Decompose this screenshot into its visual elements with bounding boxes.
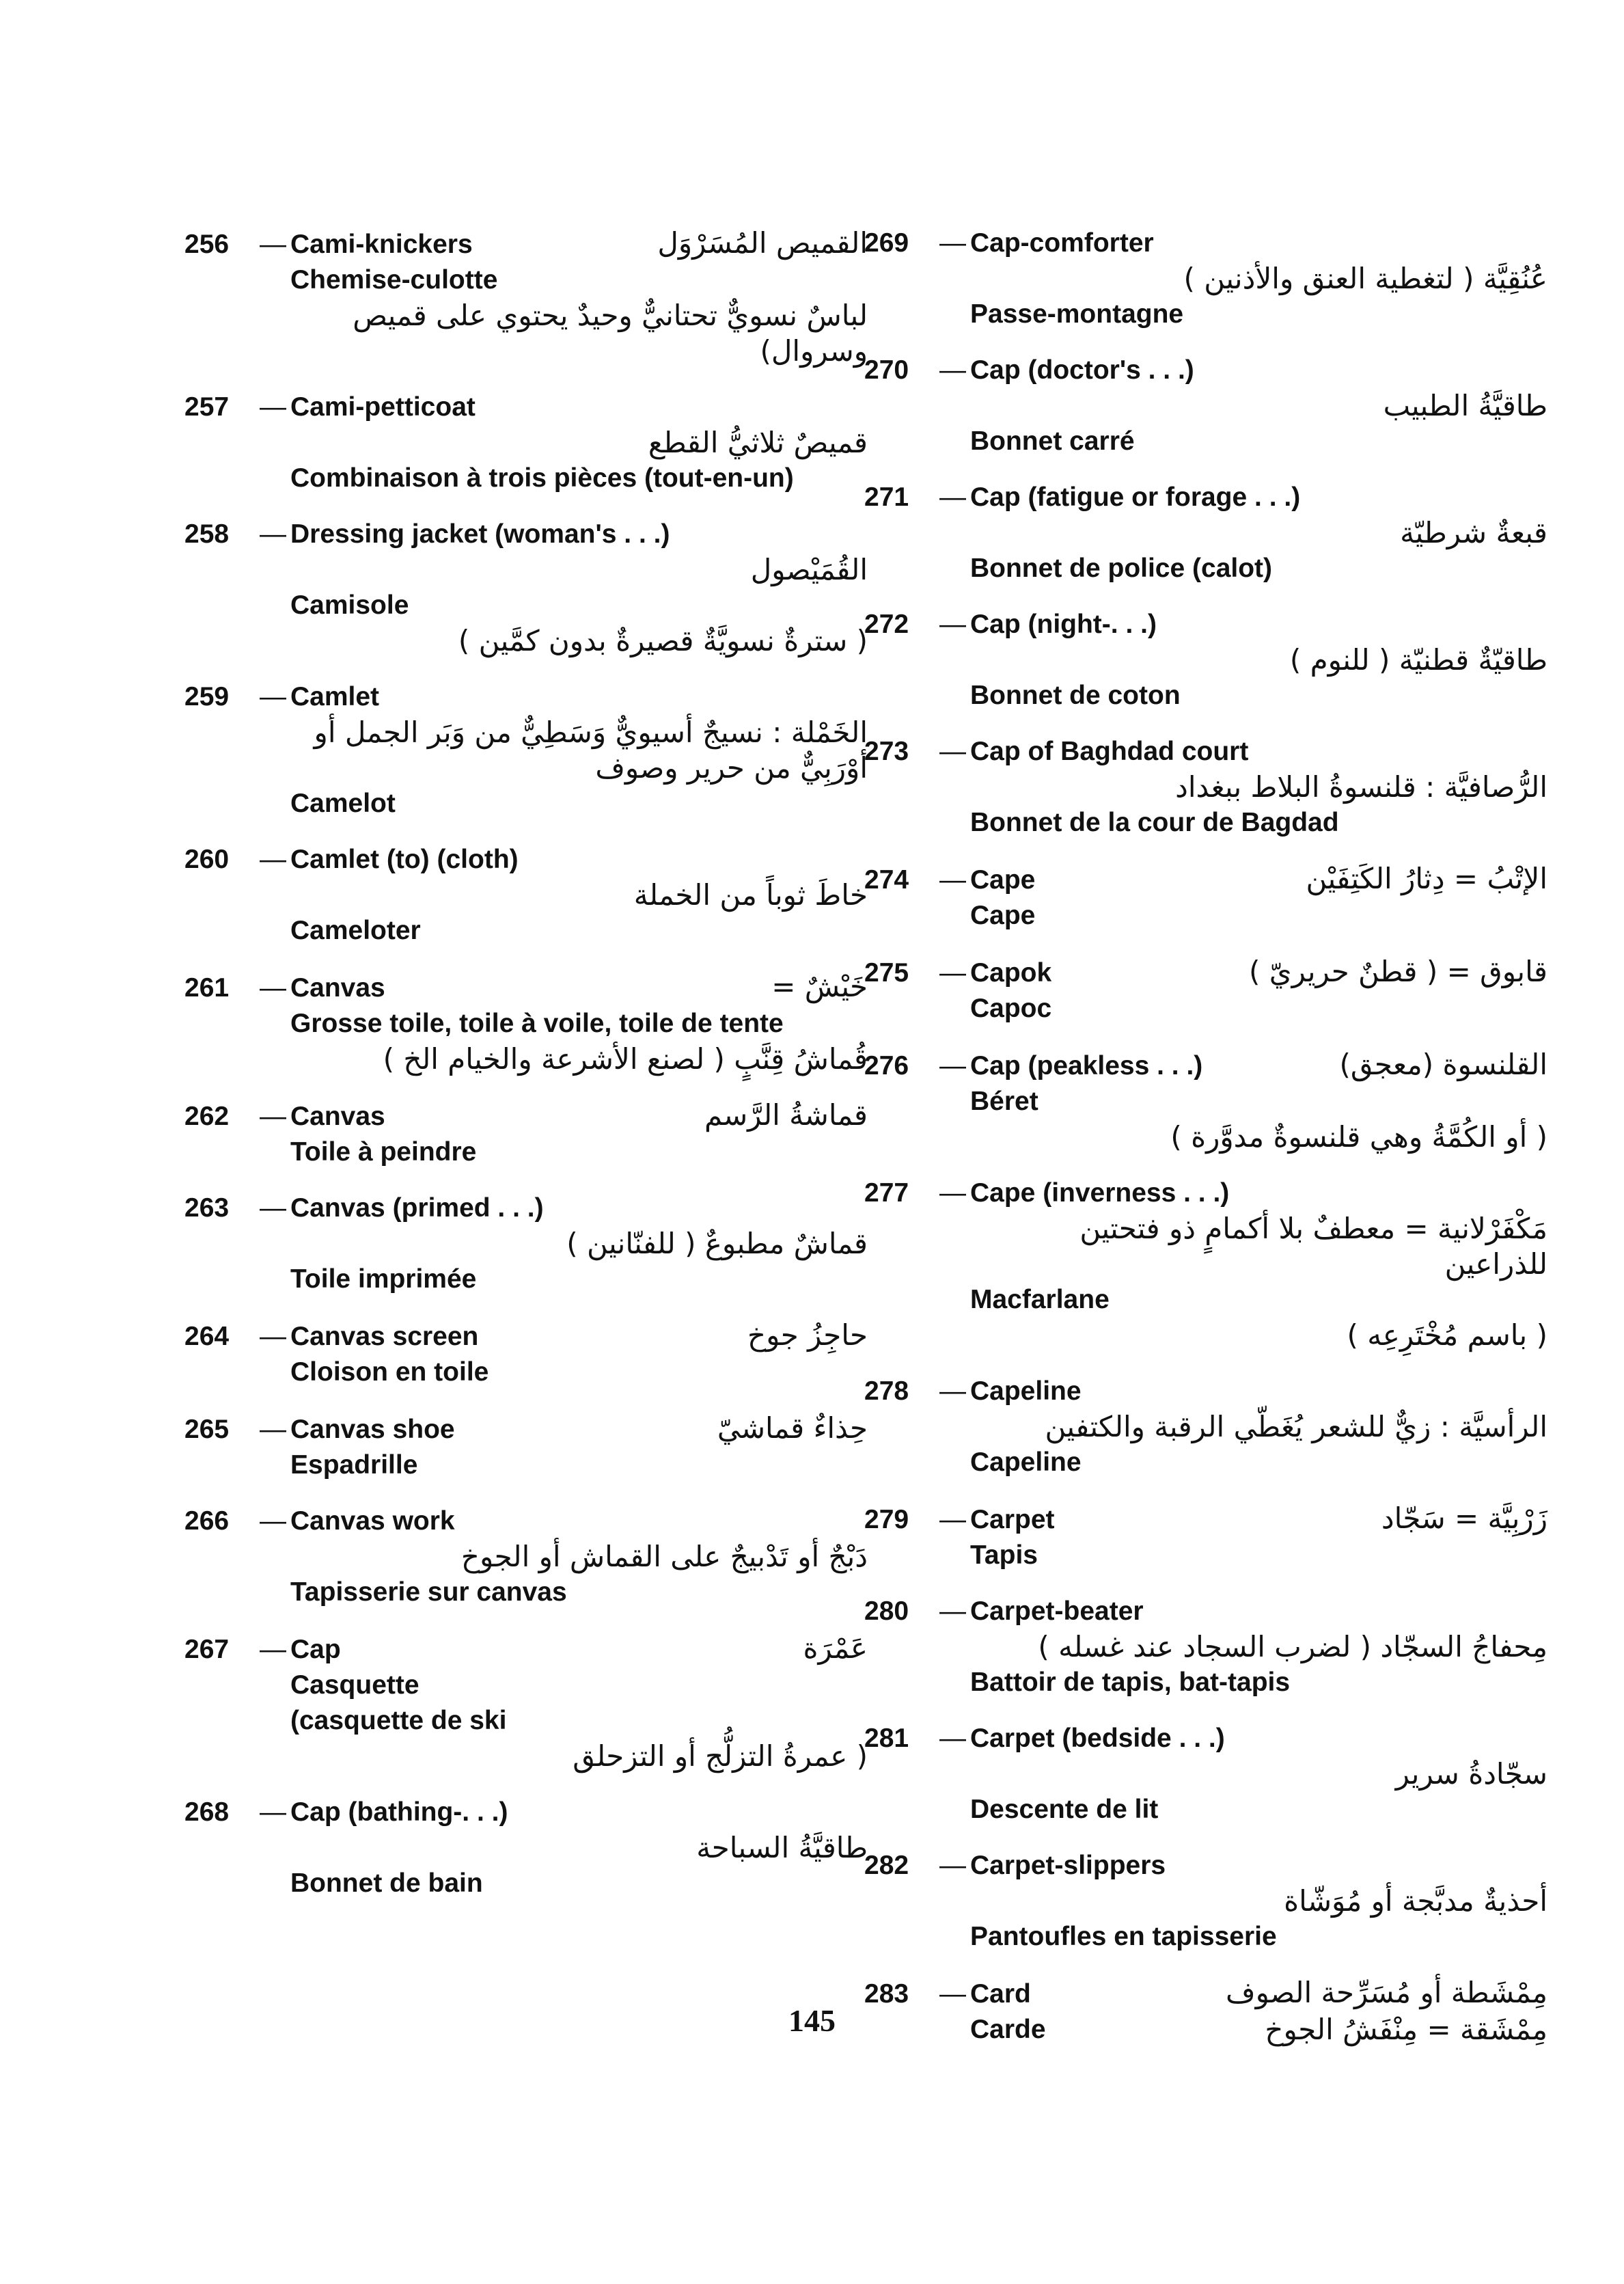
french-translation: Battoir de tapis, bat-tapis (970, 1668, 1291, 1697)
dictionary-entry (864, 1047, 1547, 1155)
english-term: Carpet-slippers (970, 1851, 1166, 1880)
arabic-definition: أوْرَبِيٌّ من حرير وصوف (595, 751, 868, 785)
entry-number: 262 (184, 1102, 230, 1131)
entry-number: 273 (864, 737, 909, 766)
entry-head (864, 954, 1547, 991)
english-term: Capeline (970, 1376, 1082, 1406)
french-translation: Bonnet carré (970, 426, 1135, 456)
french-translation: Camisole (290, 590, 409, 620)
arabic-definition: دَبْجٌ أو تَدْبيجٌ على القماش أو الجوخ (460, 1540, 868, 1573)
entry-number: 270 (864, 355, 909, 385)
dictionary-entry (864, 954, 1547, 1027)
entry-head (864, 1848, 1547, 1884)
entry-head (184, 226, 868, 262)
arabic-definition: مِحفاجُ السجّاد ( لضرب السجاد عند غسله ) (1038, 1630, 1547, 1663)
entry-head (184, 679, 868, 715)
entry-number: 258 (184, 519, 230, 549)
entry-head (184, 1411, 868, 1447)
entry-head (864, 1175, 1547, 1211)
dictionary-entry (864, 1374, 1547, 1480)
french-translation: Toile à peindre (290, 1137, 477, 1167)
entry-dash: — (939, 958, 966, 988)
entry-number: 261 (184, 973, 230, 1003)
french-translation: Casquette (290, 1670, 419, 1700)
entry-dash: — (260, 1193, 286, 1223)
english-term: Cape (inverness . . .) (970, 1178, 1230, 1208)
entry-body (184, 1226, 868, 1297)
dictionary-entry (184, 226, 868, 369)
english-term: Cap (peakless . . .) (970, 1051, 1203, 1080)
entry-body (864, 991, 1547, 1027)
arabic-term: زَرْبِيَّة = سَجّاد (1381, 1501, 1547, 1535)
french-translation: Cape (970, 901, 1036, 930)
entry-head (184, 1318, 868, 1355)
french-translation: Toile imprimée (290, 1264, 477, 1294)
entry-dash: — (260, 230, 286, 259)
entry-number: 259 (184, 682, 230, 711)
right-column (864, 226, 1547, 2068)
entry-dash: — (939, 1178, 966, 1208)
english-term: Cap (bathing-. . .) (290, 1797, 508, 1827)
entry-dash: — (939, 1051, 966, 1080)
entry-body (184, 878, 868, 949)
entry-number: 282 (864, 1851, 909, 1880)
french-translation: Tapis (970, 1540, 1038, 1570)
french-translation: Cloison en toile (290, 1357, 489, 1387)
arabic-term: خَيْشٌ = (771, 970, 868, 1003)
entry-body (184, 425, 868, 496)
french-translation: Camelot (290, 789, 396, 818)
dictionary-entry (184, 842, 868, 949)
arabic-definition: ( باسم مُخْتَرِعِه ) (1347, 1318, 1547, 1352)
arabic-definition: ( أو الكُمَّةُ وهي قلنسوةٌ مدوَّرة ) (1170, 1120, 1547, 1154)
arabic-definition: طاقيَّةُ الطبيب (1383, 389, 1547, 422)
entry-head (864, 480, 1547, 515)
dictionary-entry (864, 1501, 1547, 1573)
english-term: Carpet (970, 1505, 1055, 1534)
entry-head (864, 226, 1547, 261)
entry-number: 269 (864, 228, 909, 258)
entry-number: 266 (184, 1506, 230, 1536)
arabic-definition: قُماشُ قِنَّبٍ ( لصنع الأشرعة والخيام الخ ) (383, 1042, 868, 1076)
entry-number: 277 (864, 1178, 909, 1208)
entry-head (184, 390, 868, 425)
arabic-term: قابوق = ( قطنٌ حريريّ ) (1249, 955, 1547, 988)
arabic-definition: ( عمرةُ التزلُّج أو التزحلق (573, 1739, 868, 1773)
entry-head (864, 734, 1547, 770)
entry-body (864, 770, 1547, 841)
french-translation: Tapisserie sur canvas (290, 1577, 567, 1607)
english-term: Camlet (to) (cloth) (290, 845, 519, 874)
entry-body (184, 1539, 868, 1610)
english-term: Cap (night-. . .) (970, 610, 1157, 639)
entry-head (184, 1191, 868, 1226)
entry-dash: — (939, 865, 966, 895)
entry-body (184, 262, 868, 369)
entry-body (864, 1211, 1547, 1353)
french-translation: Carde (970, 2015, 1046, 2044)
arabic-definition: أحذيةٌ مدبَّجة أو مُوَشّاة (1284, 1884, 1547, 1918)
entry-number: 264 (184, 1322, 230, 1351)
entry-dash: — (260, 1635, 286, 1664)
entry-number: 283 (864, 1979, 909, 2009)
entry-dash: — (260, 973, 286, 1003)
dictionary-entry (864, 1594, 1547, 1700)
entry-dash: — (939, 1505, 966, 1534)
english-term: Dressing jacket (woman's . . .) (290, 519, 670, 549)
english-term: Canvas shoe (290, 1415, 455, 1444)
entry-head (184, 842, 868, 878)
french-translation: Bonnet de bain (290, 1868, 483, 1898)
entry-dash: — (260, 1415, 286, 1444)
entry-number: 256 (184, 230, 230, 259)
entry-number: 271 (864, 482, 909, 512)
entry-head (864, 1374, 1547, 1409)
entry-head (864, 1721, 1547, 1756)
french-translation: Capeline (970, 1447, 1082, 1477)
entry-number: 276 (864, 1051, 909, 1080)
arabic-definition: الخَمْلة : نسيجٌ أسيويٌّ وَسَطِيٌّ من وَبَر الجمل أو (314, 716, 868, 749)
english-term: Canvas work (290, 1506, 455, 1536)
english-term: Cap-comforter (970, 228, 1154, 258)
entry-head (864, 1594, 1547, 1629)
entry-number: 263 (184, 1193, 230, 1223)
entry-body (184, 1447, 868, 1483)
entry-number: 260 (184, 845, 230, 874)
entry-body (864, 261, 1547, 332)
left-column (184, 226, 868, 1922)
english-term: Cape (970, 865, 1036, 895)
arabic-definition: قبعةٌ شرطيّة (1400, 516, 1547, 549)
entry-dash: — (260, 682, 286, 711)
entry-dash: — (939, 1979, 966, 2009)
dictionary-entry (184, 1504, 868, 1610)
french-translation: Chemise-culotte (290, 265, 498, 295)
entry-head (864, 607, 1547, 642)
entry-body (864, 1084, 1547, 1155)
french-translation: Descente de lit (970, 1795, 1159, 1824)
dictionary-entry (864, 1721, 1547, 1827)
arabic-definition: طاقيَّةُ السباحة (696, 1831, 868, 1864)
arabic-definition: سجّادةُ سرير (1395, 1757, 1547, 1791)
english-term: Cap (fatigue or forage . . .) (970, 482, 1301, 512)
entry-dash: — (260, 1102, 286, 1131)
french-translation: Bonnet de coton (970, 681, 1181, 710)
arabic-term: الإتْبُ = دِثارُ الكَتِفَيْن (1306, 862, 1547, 895)
dictionary-entry (184, 390, 868, 496)
french-translation: Capoc (970, 994, 1052, 1023)
entry-head (184, 1504, 868, 1539)
arabic-term: حِذاءٌ قماشيّ (717, 1411, 868, 1445)
arabic-term: مِمْشَطة أو مُسَرِّحة الصوف (1226, 1976, 1547, 2009)
arabic-definition: طاقيّةٌ قطنيّة ( للنوم ) (1289, 643, 1547, 677)
english-term: Carpet-beater (970, 1596, 1144, 1626)
entry-head (184, 1795, 868, 1830)
english-term: Cami-petticoat (290, 392, 476, 422)
entry-dash: — (939, 228, 966, 258)
arabic-definition: قميصٌ ثلاثيُّ القطع (648, 426, 868, 459)
french-translation: Bonnet de la cour de Bagdad (970, 808, 1339, 837)
dictionary-entry (864, 734, 1547, 841)
dictionary-entry (864, 480, 1547, 586)
dictionary-entry (184, 1191, 868, 1297)
english-term: Cami-knickers (290, 230, 473, 259)
dictionary-entry (184, 517, 868, 659)
dictionary-entry (184, 1098, 868, 1170)
entry-dash: — (260, 1322, 286, 1351)
entry-number: 265 (184, 1415, 230, 1444)
dictionary-entry (864, 607, 1547, 713)
dictionary-entry (864, 861, 1547, 934)
french-translation: Cameloter (290, 916, 421, 945)
entry-number: 267 (184, 1635, 230, 1664)
entry-number: 281 (864, 1724, 909, 1753)
entry-number: 272 (864, 610, 909, 639)
dictionary-entry (184, 1318, 868, 1390)
french-translation: (casquette de ski (290, 1706, 507, 1735)
arabic-definition: خاطَ ثوباً من الخملة (633, 878, 868, 912)
entry-number: 280 (864, 1596, 909, 1626)
entry-dash: — (939, 482, 966, 512)
dictionary-entry (864, 1848, 1547, 1955)
dictionary-entry (864, 226, 1547, 332)
french-translation: Grosse toile, toile à voile, toile de tente (290, 1009, 784, 1038)
entry-head (184, 1631, 868, 1668)
english-term: Carpet (bedside . . .) (970, 1724, 1225, 1753)
entry-body (184, 1668, 868, 1774)
entry-body (864, 1629, 1547, 1700)
arabic-definition: الرُّصافيَّة : قلنسوةُ البلاط ببغداد (1175, 770, 1547, 804)
entry-dash: — (939, 737, 966, 766)
entry-body (864, 1538, 1547, 1573)
arabic-term: قماشةُ الرَّسم (704, 1098, 868, 1132)
entry-head (864, 353, 1547, 388)
entry-body (184, 1830, 868, 1901)
entry-head (864, 1047, 1547, 1084)
english-term: Card (970, 1979, 1031, 2009)
entry-dash: — (260, 519, 286, 549)
entry-body (184, 1355, 868, 1390)
entry-body (184, 552, 868, 659)
entry-head (184, 969, 868, 1006)
french-translation: Passe-montagne (970, 299, 1184, 329)
entry-head (184, 517, 868, 552)
english-term: Canvas (primed . . .) (290, 1193, 544, 1223)
entry-number: 274 (864, 865, 909, 895)
entry-dash: — (939, 1596, 966, 1626)
entry-dash: — (939, 1724, 966, 1753)
dictionary-entry (864, 353, 1547, 459)
english-term: Capok (970, 958, 1052, 988)
entry-dash: — (260, 1797, 286, 1827)
entry-dash: — (939, 610, 966, 639)
entry-head (864, 861, 1547, 898)
entry-number: 278 (864, 1376, 909, 1406)
entry-number: 275 (864, 958, 909, 988)
entry-body (864, 642, 1547, 713)
entry-dash: — (260, 1506, 286, 1536)
french-translation: Bonnet de police (calot) (970, 554, 1273, 583)
arabic-term: حاجِزُ جوخ (747, 1318, 868, 1352)
french-translation: Macfarlane (970, 1285, 1110, 1314)
arabic-term: القميص المُسَرْوَل (657, 226, 868, 260)
english-term: Canvas (290, 1102, 385, 1131)
entry-number: 268 (184, 1797, 230, 1827)
arabic-definition: ( سترةٌ نسويَّةٌ قصيرةٌ بدون كمَّين ) (458, 624, 868, 657)
english-term: Canvas screen (290, 1322, 479, 1351)
french-translation: Béret (970, 1087, 1038, 1116)
entry-body (184, 1134, 868, 1170)
entry-head (864, 1501, 1547, 1538)
english-term: Cap (290, 1635, 341, 1664)
arabic-definition: عُنُقِيَّة ( لتغطية العنق والأذنين ) (1183, 262, 1547, 295)
english-term: Canvas (290, 973, 385, 1003)
entry-dash: — (939, 1851, 966, 1880)
french-translation: Pantoufles en tapisserie (970, 1922, 1277, 1951)
entry-number: 279 (864, 1505, 909, 1534)
dictionary-entry (184, 679, 868, 821)
entry-dash: — (260, 392, 286, 422)
dictionary-entry (184, 1631, 868, 1774)
arabic-translation: مِمْشَقة = مِنْفَشُ الجوخ (1265, 2013, 1547, 2046)
entry-body (864, 1409, 1547, 1480)
dictionary-entry (184, 1411, 868, 1483)
entry-dash: — (939, 1376, 966, 1406)
arabic-definition: مَكْفَرْلانية = معطفٌ بلا أكمامٍ ذو فتحتين للذراعين (1079, 1212, 1547, 1281)
page-number: 145 (788, 2003, 836, 2038)
arabic-definition: لباسٌ نسويٌّ تحتانيٌّ وحيدٌ يحتوي على قميص وسروال) (353, 299, 868, 368)
entry-dash: — (939, 355, 966, 385)
entry-body (184, 1006, 868, 1077)
entry-number: 257 (184, 392, 230, 422)
arabic-definition: قماشٌ مطبوعٌ ( للفنّانين ) (566, 1227, 868, 1260)
entry-body (184, 715, 868, 821)
dictionary-entry (864, 1175, 1547, 1353)
french-translation: Combinaison à trois pièces (tout-en-un) (290, 463, 794, 493)
arabic-term: عَمْرَة (803, 1631, 868, 1665)
entry-body (864, 388, 1547, 459)
entry-head (184, 1098, 868, 1134)
arabic-definition: القُمَيْصول (750, 553, 868, 586)
dictionary-entry (184, 969, 868, 1077)
french-translation: Espadrille (290, 1450, 418, 1480)
entry-dash: — (260, 845, 286, 874)
english-term: Cap (doctor's . . .) (970, 355, 1194, 385)
entry-body (864, 1884, 1547, 1955)
english-term: Camlet (290, 682, 380, 711)
entry-body (864, 515, 1547, 586)
arabic-term: القلنسوة (معجق) (1339, 1048, 1547, 1081)
dictionary-entry (184, 1795, 868, 1901)
english-term: Cap of Baghdad court (970, 737, 1249, 766)
entry-body (864, 1756, 1547, 1827)
entry-body (864, 898, 1547, 934)
arabic-definition: الرأسيَّة : زيٌّ للشعر يُغَطّي الرقبة والكتفين (1045, 1410, 1547, 1443)
